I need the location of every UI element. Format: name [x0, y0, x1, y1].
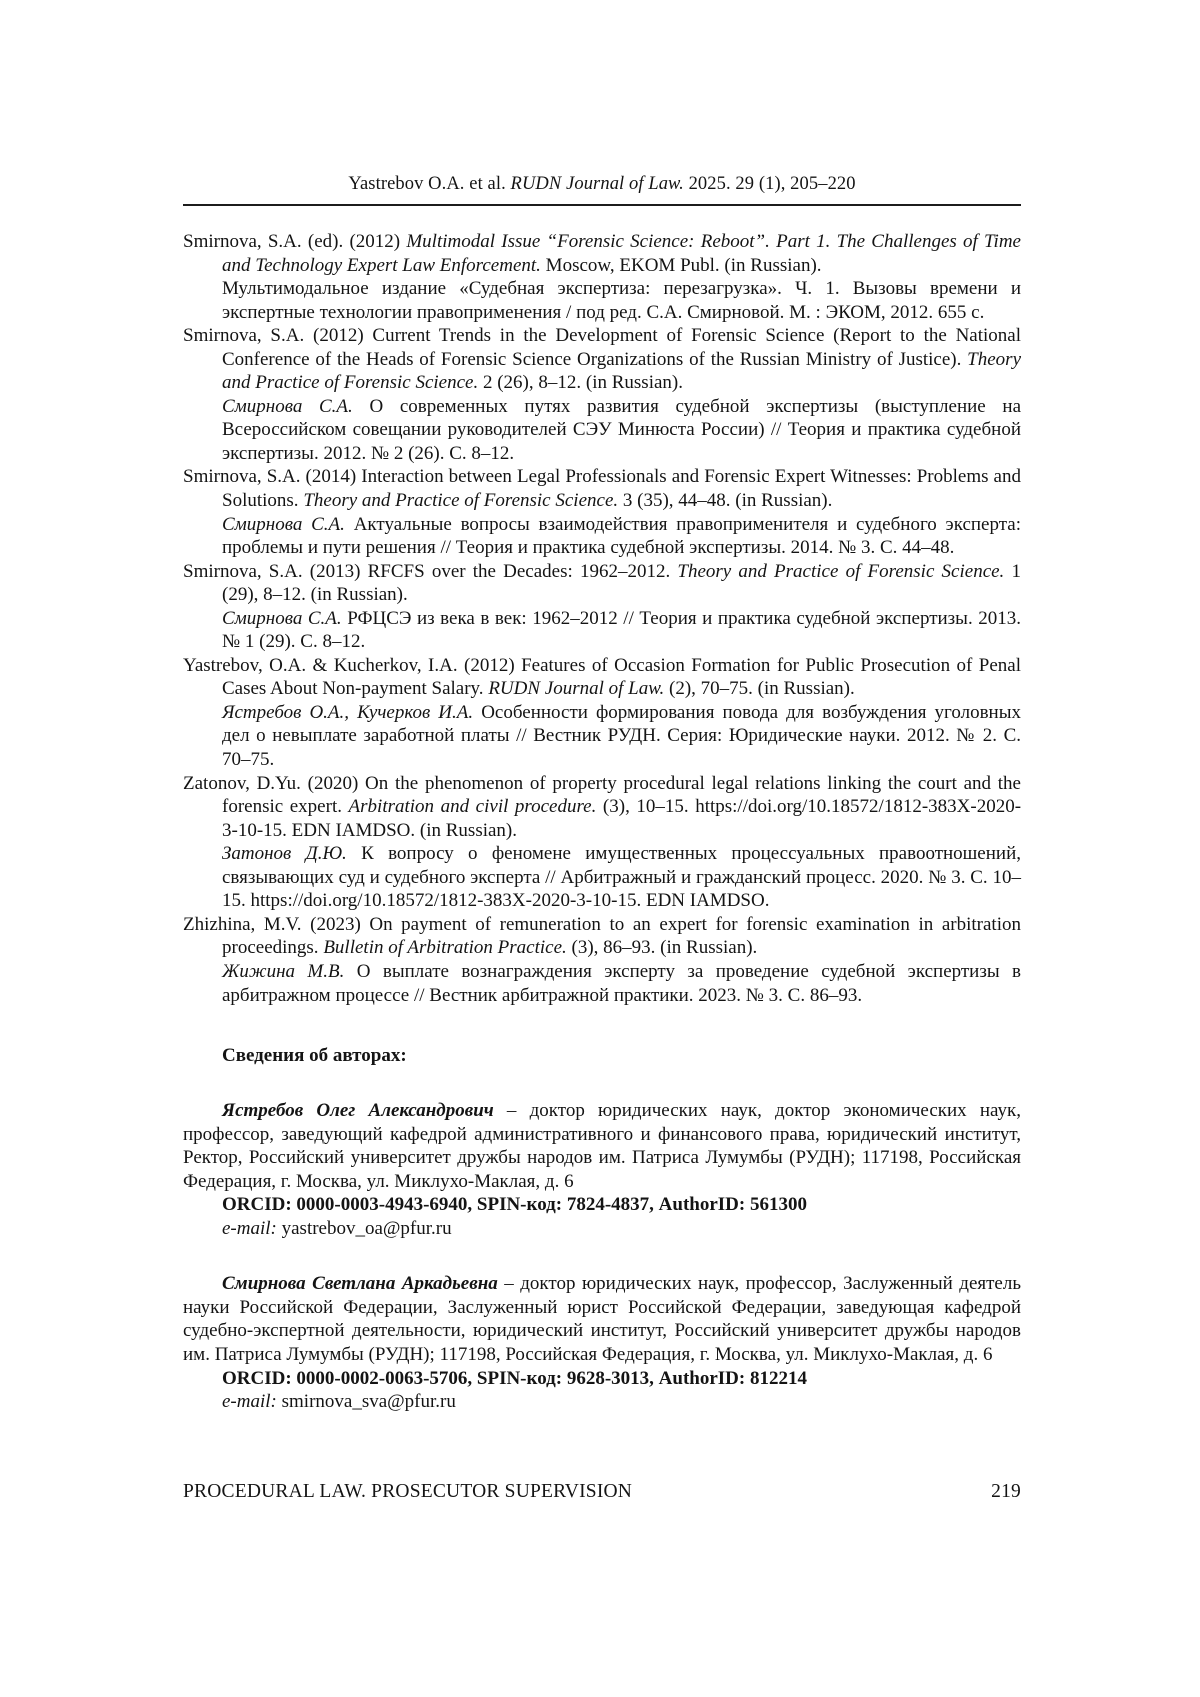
text-segment: Bulletin of Arbitration Practice. — [323, 937, 567, 959]
reference-russian — [222, 277, 1021, 324]
reference-entry — [183, 324, 1021, 465]
reference-english — [183, 230, 1021, 277]
page-footer — [183, 1481, 1021, 1503]
reference-english — [183, 324, 1021, 395]
authors-section-heading: Сведения об авторах: — [222, 1045, 407, 1067]
text-segment: Смирнова Светлана Аркадьевна — [222, 1273, 498, 1295]
authors-list — [183, 1099, 1021, 1414]
reference-entry — [183, 654, 1021, 772]
email-address: yastrebov_oa@pfur.ru — [276, 1217, 452, 1239]
reference-english — [183, 913, 1021, 960]
text-segment: Мультимодальное издание «Судебная экспертиза: перезагрузка». Ч. 1. Вызовы времени и экспертные технологии правоприменения / под ред. С.А. Смирновой. М. : ЭКОМ, 2012. 655 с. — [222, 278, 1021, 323]
text-segment: Жижина М.В. — [222, 960, 345, 982]
author-bio — [183, 1272, 1021, 1366]
email-label: e-mail: — [222, 1391, 277, 1413]
text-segment: О современных путях развития судебной экспертизы (выступление на Всероссийском совещании руководителей СЭУ Минюста России) // Теория и практика судебной экспертизы. 2012. № 2 (26). С. 8–12. — [222, 395, 1021, 464]
text-segment: Smirnova, S.A. (2014) Interaction between Legal Professionals and Forensic Expert Witnesses: Problems and Solutions. — [183, 466, 1021, 512]
text-segment: РФЦСЭ из века в век: 1962–2012 // Теория и практика судебной экспертизы. 2013. № 1 (29). С. 8–12. — [222, 607, 1021, 653]
reference-english — [183, 654, 1021, 701]
text-segment: RUDN Journal of Law. — [488, 678, 665, 700]
author-block — [183, 1099, 1021, 1240]
text-segment: (3), 86–93. (in Russian). — [566, 937, 758, 959]
text-segment: Затонов Д.Ю. — [222, 843, 347, 865]
text-segment: Ястребов О.А., Кучерков И.А. — [222, 701, 474, 723]
text-segment: Arbitration and civil procedure. — [348, 796, 597, 818]
author-email — [222, 1390, 1021, 1414]
reference-english — [183, 465, 1021, 512]
author-identifiers: ORCID: 0000-0003-4943-6940, SPIN-код: 7824-4837, AuthorID: 561300 — [222, 1194, 807, 1216]
text-segment: Смирнова С.А. — [222, 607, 342, 629]
text-segment: Theory and Practice of Forensic Science. — [222, 348, 1021, 394]
text-segment: К вопросу о феномене имущественных процессуальных правоотношений, связывающих суд и судебного эксперта // Арбитражный и гражданский процесс. 2020. № 3. С. 10–15. https://doi.org/10.18572/1812-383X-2020-3-10-15. EDN IAMDSO. — [222, 843, 1021, 912]
text-segment: 3 (35), 44–48. (in Russian). — [618, 490, 833, 512]
text-segment: – доктор юридических наук, профессор, Заслуженный деятель науки Российской Федерации, Заслуженный юрист Российской Федерации, заведующая кафедрой судебно-экспертной деятельности, юридический институт, Российский университет дружбы народов им. Патриса Лумумбы (РУДН); 117198, Российская Федерация, г. Москва, ул. Миклухо-Маклая, д. 6 — [183, 1273, 1021, 1365]
text-segment: (2), 70–75. (in Russian). — [664, 678, 855, 700]
running-head-journal-title: RUDN Journal of Law. — [510, 174, 684, 194]
text-segment: – доктор юридических наук, доктор экономических наук, профессор, заведующий кафедрой административного и финансового права, юридический институт, Ректор, Российский университет дружбы народов им. Патриса Лумумбы (РУДН); 117198, Российская Федерация, г. Москва, ул. Миклухо-Маклая, д. 6 — [183, 1100, 1021, 1192]
text-segment: Smirnova, S.A. (ed). (2012) — [183, 231, 407, 252]
text-segment: Актуальные вопросы взаимодействия правоприменителя и судебного эксперта: проблемы и пути решения // Теория и практика судебной экспертизы. 2014. № 3. С. 44–48. — [222, 513, 1021, 559]
text-segment: Smirnova, S.A. (2012) Current Trends in the Development of Forensic Science (Report to the National Conference of the Heads of Forensic Science Organizations of the Russian Ministry of Justice). — [183, 325, 1021, 370]
reference-russian — [222, 607, 1021, 654]
reference-english — [183, 772, 1021, 843]
page-number: 219 — [991, 1481, 1021, 1502]
reference-russian — [222, 842, 1021, 913]
author-identifiers: ORCID: 0000-0002-0063-5706, SPIN-код: 9628-3013, AuthorID: 812214 — [222, 1367, 807, 1389]
text-segment: Theory and Practice of Forensic Science. — [677, 560, 1005, 582]
running-head — [183, 174, 1021, 206]
reference-entry — [183, 913, 1021, 1007]
reference-russian — [222, 395, 1021, 466]
reference-entry — [183, 230, 1021, 324]
references-list — [183, 230, 1021, 1007]
text-segment: Yastrebov, O.A. & Kucherkov, I.A. (2012) Features of Occasion Formation for Public Prosecution of Penal Cases About Non-payment Salary. — [183, 654, 1021, 700]
running-head-issue: 2025. 29 (1), 205–220 — [683, 174, 856, 194]
page-content — [183, 0, 1021, 1414]
footer-section-title: PROCEDURAL LAW. PROSECUTOR SUPERVISION — [183, 1481, 633, 1502]
author-block — [183, 1272, 1021, 1413]
text-segment: Zhizhina, M.V. (2023) On payment of remuneration to an expert for forensic examination in arbitration proceedings. — [183, 913, 1021, 959]
text-segment: Zatonov, D.Yu. (2020) On the phenomenon of property procedural legal relations linking the court and the forensic expert. — [183, 772, 1021, 818]
reference-entry — [183, 772, 1021, 913]
author-bio — [183, 1099, 1021, 1193]
reference-russian — [222, 701, 1021, 772]
text-segment: Смирнова С.А. — [222, 395, 353, 417]
text-segment: Smirnova, S.A. (2013) RFCFS over the Decades: 1962–2012. — [183, 560, 678, 582]
text-segment: Moscow, EKOM Publ. (in Russian). — [540, 254, 822, 276]
text-segment: О выплате вознаграждения эксперту за проведение судебной экспертизы в арбитражном процессе // Вестник арбитражной практики. 2023. № 3. С. 86–93. — [222, 960, 1021, 1006]
reference-russian — [222, 960, 1021, 1007]
text-segment: (3), 10–15. https://doi.org/10.18572/1812-383X-2020-3-10-15. EDN IAMDSO. (in Russian). — [222, 796, 1022, 841]
text-segment: Ястребов Олег Александрович — [222, 1100, 494, 1122]
text-segment: Theory and Practice of Forensic Science. — [303, 490, 619, 512]
email-address: smirnova_sva@pfur.ru — [276, 1391, 456, 1413]
email-label: e-mail: — [222, 1217, 277, 1239]
reference-english — [183, 560, 1021, 607]
text-segment: 2 (26), 8–12. (in Russian). — [478, 372, 683, 394]
reference-entry — [183, 560, 1021, 654]
running-head-authors: Yastrebov O.A. et al. — [348, 174, 511, 194]
author-email — [222, 1217, 1021, 1241]
text-segment: Multimodal Issue “Forensic Science: Reboot”. Part 1. The Challenges of Time and Technology Expert Law Enforcement. — [222, 231, 1021, 276]
text-segment: Смирнова С.А. — [222, 513, 345, 535]
reference-entry — [183, 465, 1021, 559]
text-segment: 1 (29), 8–12. (in Russian). — [222, 560, 1021, 606]
reference-russian — [222, 513, 1021, 560]
text-segment: Особенности формирования повода для возбуждения уголовных дел о невыплате заработной платы // Вестник РУДН. Серия: Юридические науки. 2012. № 2. С. 70–75. — [222, 701, 1021, 771]
